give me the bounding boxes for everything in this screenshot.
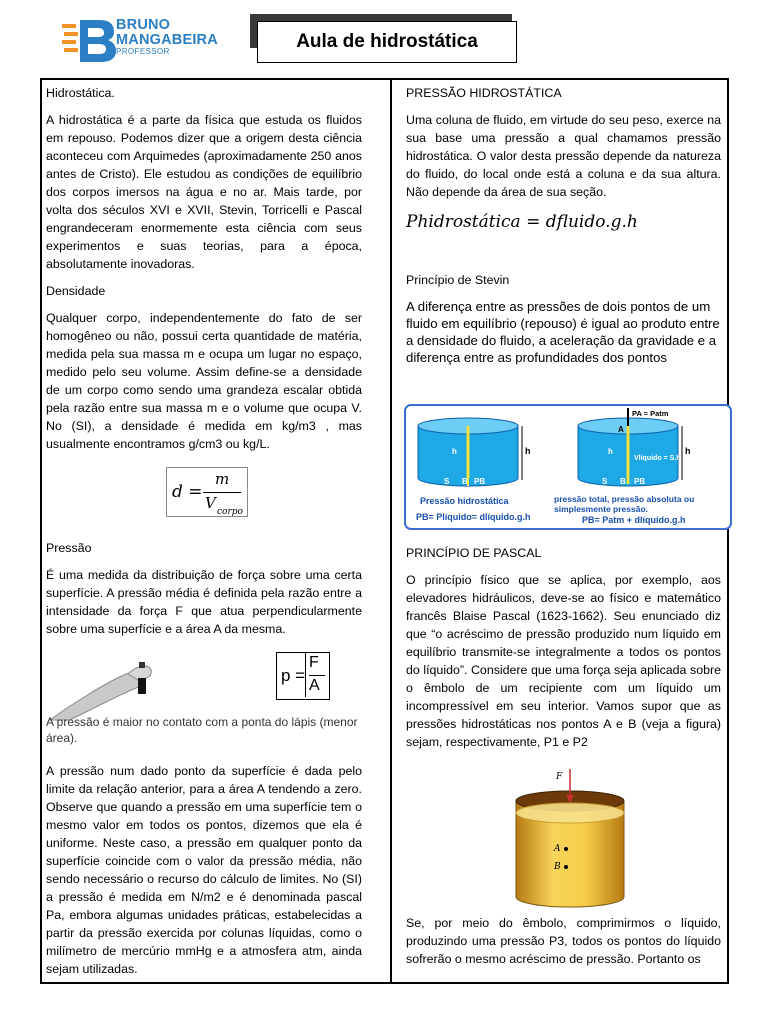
label-b: B [554,862,561,872]
label-f: F [556,772,563,782]
formula-divider [305,653,306,697]
paragraph-hidrostatica: A hidrostática é a parte da física que estuda os fluidos em repouso. Podemos dizer que a origem desta ciência aconteceu com Arquimedes (aproximadamente 250 anos antes de Cristo). Ele estudou as condições de equilíbrio dos corpos imersos na água e no ar. Mais tarde, por volta dos séculos XVI e XVII, Stevin, Torricelli e Pascal engrandeceram enormemente esta ciência com seus experimentos e suas teorias, para a época, absolutamente inovadoras. [46,113,362,271]
right-a: A [618,425,624,434]
left-b: B [462,477,468,486]
paragraph-stevin: A diferença entre as pressões de dois pontos de um fluido em equilíbrio (repouso) é igual ao produto entre a densidade do fluido, a aceleração da gravidade e a diferença entre as profundidades dos pontos [406,299,720,365]
hydrostatic-formula: Phidrostática = dfluido.g.h [406,212,638,232]
fraction-bar [203,492,241,493]
right-h: h [608,447,613,456]
density-formula [166,467,248,517]
left-tank [418,418,522,486]
left-pb: PB [474,477,486,486]
heading-densidade: Densidade [46,284,106,298]
pressure-caption: A pressão é maior no contato com a ponta do lápis (menor área). [46,715,358,745]
left-s: S [444,477,450,486]
paragraph-pressao-2: A pressão num dado ponto da superfície é dada pelo limite da relação anterior, para a área A tendendo a zero. Observe que quando a pressão em uma superfície tem o mesmo valor em todos os pontos, dizemos que ela é uniforme. Neste caso, a pressão em qualquer ponto da superfície coincide com o valor da pressão média, não sendo necessário o recurso do cálculo de limites. No (SI) a pressão é medida em N/m2 e é denominada pascal Pa, embora algumas unidades práticas, estabelecidas a partir da pressão exercida por colunas líquidas, como o milímetro de mercúrio mmHg e a atmosfera atm, ainda sejam utilizadas. [46,764,362,976]
formula-a: A [309,677,320,694]
paragraph-pascal-2: Se, por meio do êmbolo, comprimirmos o líquido, produzindo uma pressão P3, todos os pontos do líquido sofrerão o mesmo acréscimo de pressão. Portanto os [406,916,721,966]
formula-v: V [205,494,216,512]
logo-line-2: MANGABEIRA [116,31,218,48]
heading-pressao: Pressão [46,541,92,555]
label-a: A [554,844,561,854]
heading-pascal: PRINCÍPIO DE PASCAL [406,546,542,560]
logo-mark-icon [62,20,116,62]
formula-m: m [215,470,230,488]
page-title: Aula de hidrostática [257,21,517,63]
caption-right-formula: PB= Patm + dlíquido.g.h [582,515,686,525]
right-b: B [620,477,626,486]
stevin-figure [404,404,734,532]
right-pb: PB [634,477,646,486]
left-column [46,84,362,978]
caption-left: Pressão hidrostática [420,496,509,506]
heading-hidrostatica: Hidrostática. [46,86,115,100]
caption-right-2: simplesmente pressão. [554,504,649,514]
heading-pressao-hidrostatica: PRESSÃO HIDROSTÁTICA [406,86,562,100]
formula-corpo: corpo [217,507,243,517]
logo-line-1: BRUNO [116,17,171,33]
hand-pencil-icon [46,650,166,722]
paragraph-pascal: O princípio físico que se aplica, por exemplo, aos elevadores hidráulicos, deve-se ao físico e matemático francês Blaise Pascal (1623-1662). Seu enunciado diz que “o acréscimo de pressão produzido num líquido em equilíbrio transmite-se integralmente a todos os pontos do líquido”. Considere que uma força seja aplicada sobre o êmbolo de um recipiente com um líquido um incompressível em seu interior. Vamos supor que as pressões hidrostáticas nos pontos A e B (veja a figura) sejam, respectivamente, P1 e P2 [406,573,721,749]
pressure-figure [46,644,362,756]
fraction-bar [309,675,325,676]
pascal-cylinder-figure [510,765,630,910]
column-divider [390,80,392,982]
right-pa: PA = Patm [632,409,669,418]
right-h-outside: h [685,446,691,456]
logo-text [116,18,218,56]
formula-p: p = [281,666,306,685]
left-h-outside: h [525,446,531,456]
right-column [406,84,721,968]
paragraph-pressao: É uma medida da distribuição de força sobre uma certa superfície. A pressão média é definida pela razão entre a intensidade da força F que atua perpendicularmente sobre uma superfície e a área A da mesma. [46,568,362,636]
paragraph-pressao-hidrostatica: Uma coluna de fluido, em virtude do seu peso, exerce na sua base uma pressão a qual chamamos pressão hidrostática. O valor desta pressão depende da natureza do fluido, do local onde está a coluna e da sua altura. Não depende da área de sua seção. [406,113,721,199]
pressure-formula [276,652,330,700]
right-s: S [602,477,608,486]
logo-subtitle: PROFESSOR [116,47,170,56]
heading-stevin: Princípio de Stevin [406,273,510,287]
caption-left-formula: PB= Plíquido= dlíquido.g.h [416,512,531,522]
right-vliq: Vlíquido = S.h [634,455,681,462]
formula-f: F [309,654,319,671]
paragraph-densidade: Qualquer corpo, independentemente do fato de ser homogêneo ou não, possui certa quantidade de matéria, medida pela sua massa m e ocupa um lugar no espaço, medido pelo seu volume. Assim define-se a densidade de um corpo como sendo uma grandeza escalar obtida pela razão entre sua massa m e o volume que ocupa V. No (SI), a densidade é medida em kg/m3 , mas usualmente encontramos g/cm3 ou kg/L. [46,311,362,451]
caption-right-1: pressão total, pressão absoluta ou [554,494,695,504]
left-h: h [452,447,457,456]
formula-d: d = [172,482,203,502]
